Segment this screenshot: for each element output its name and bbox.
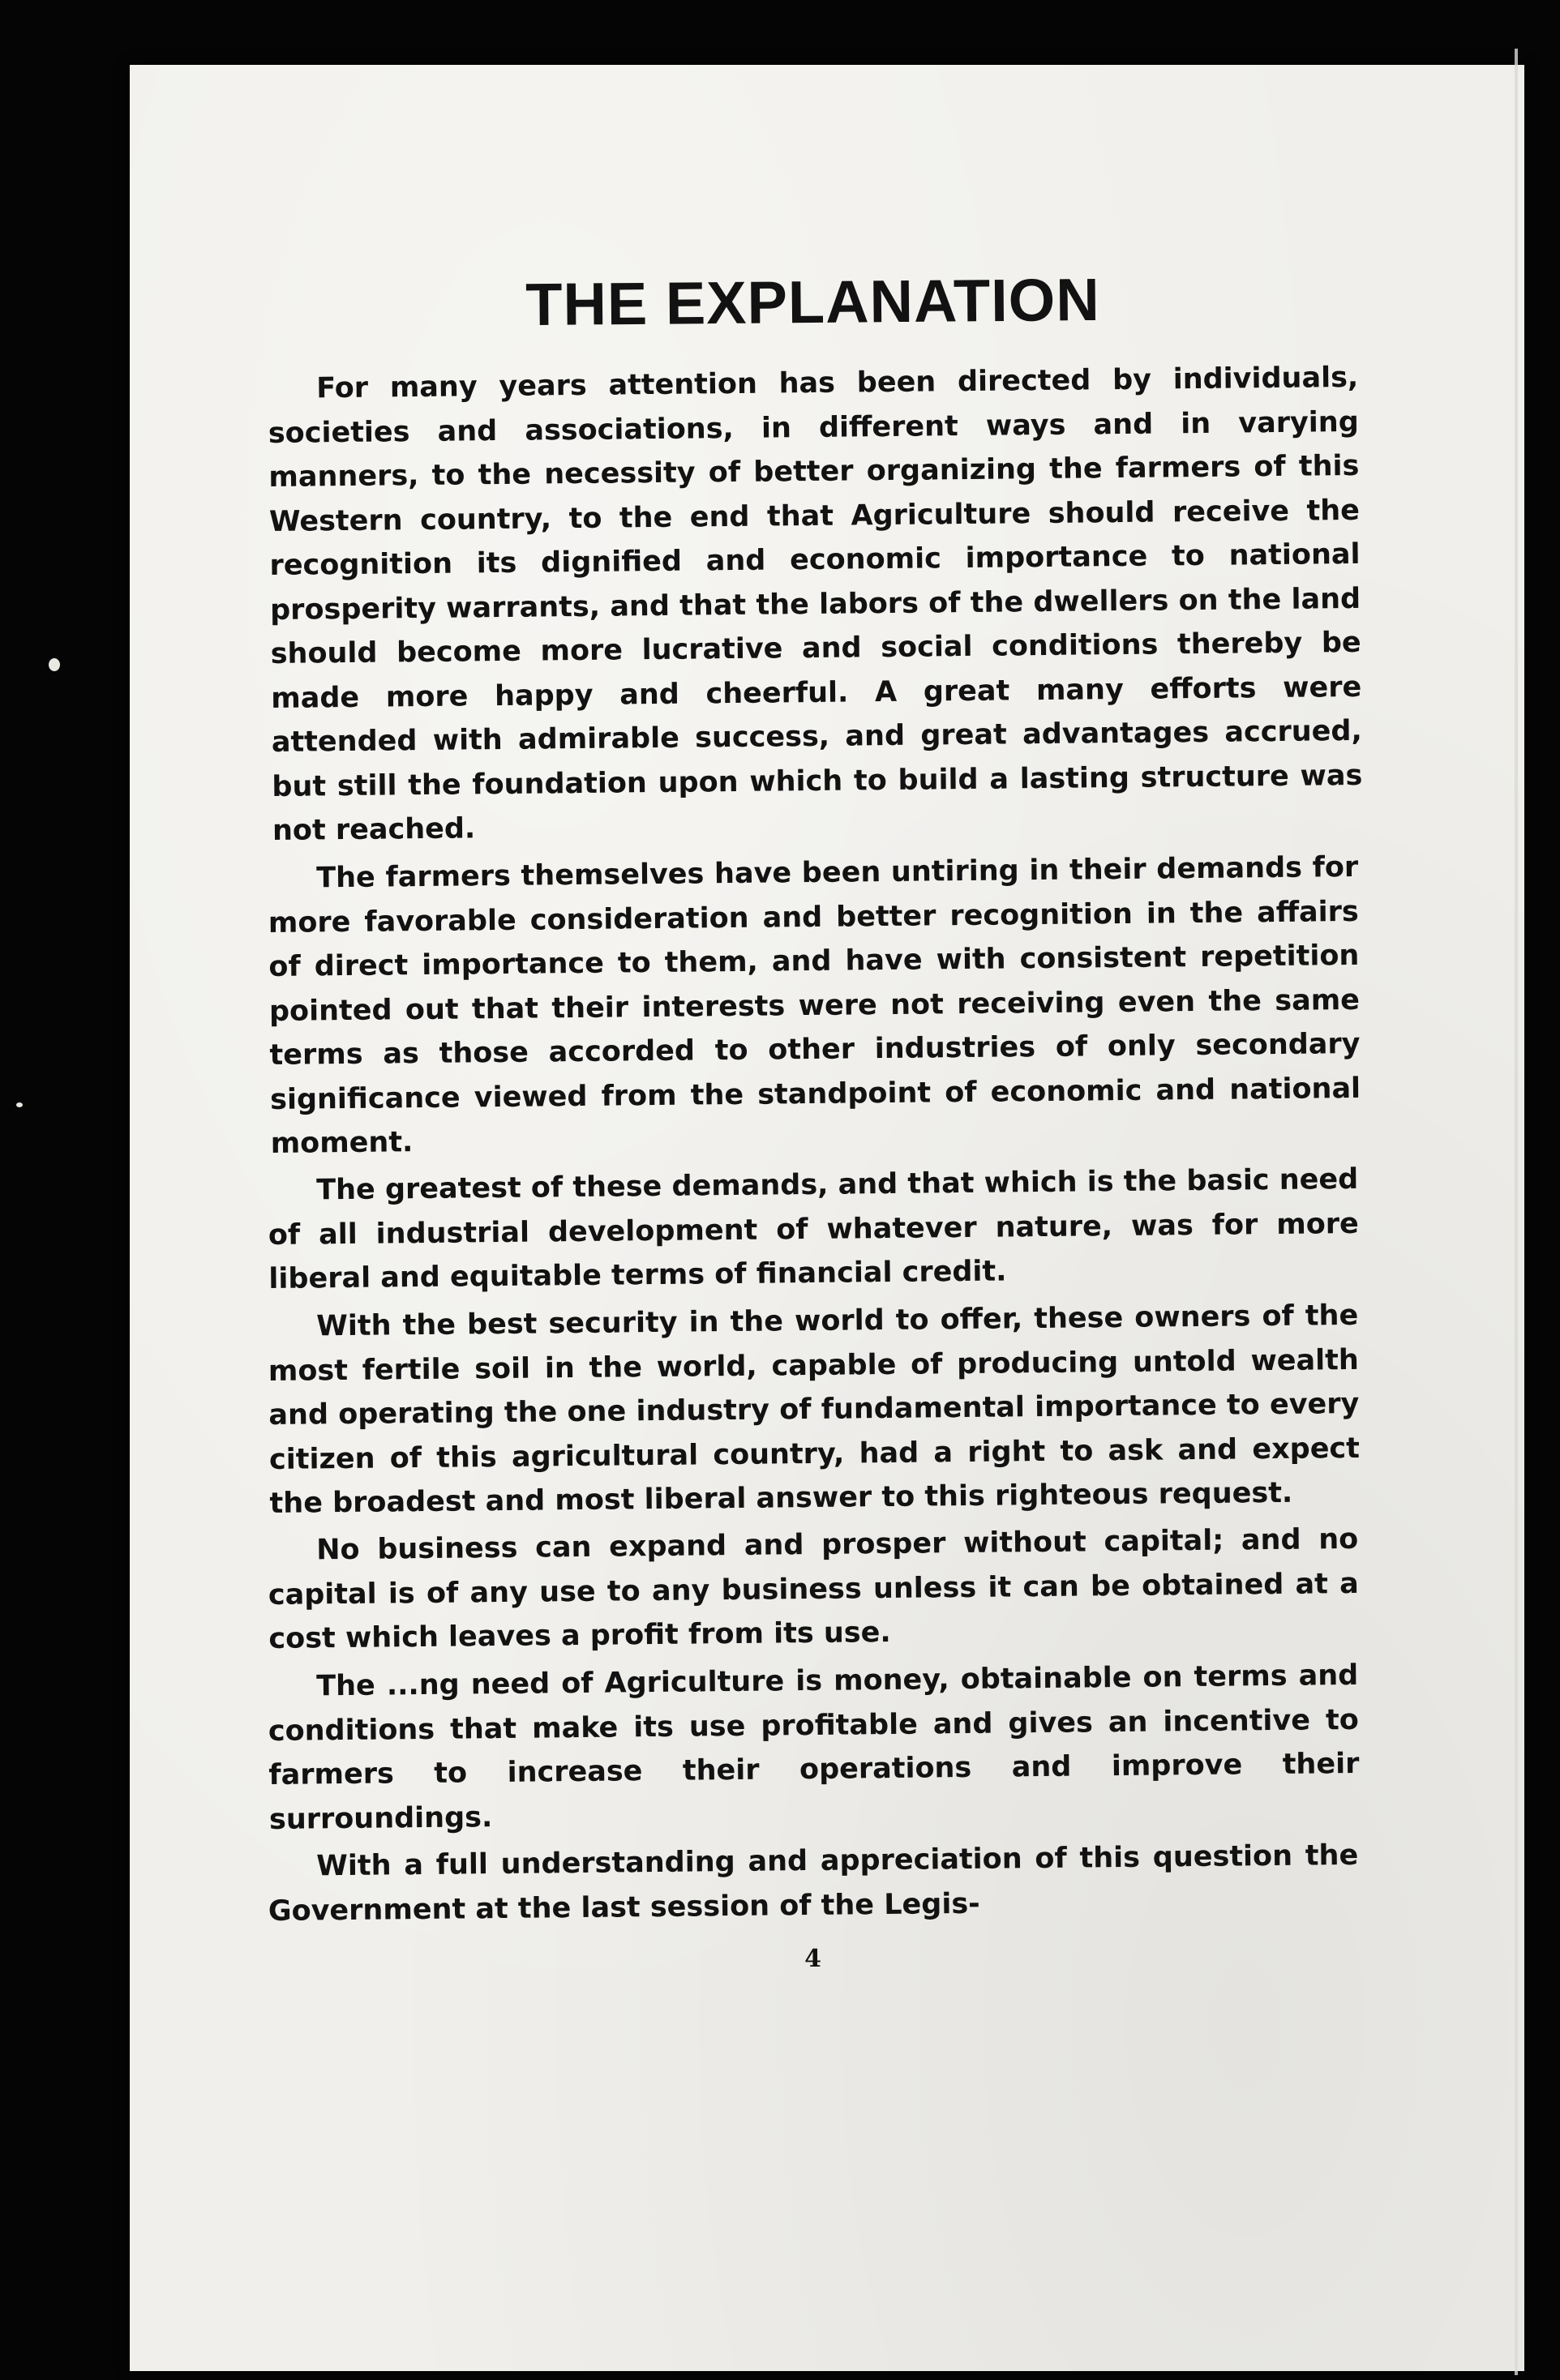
page-title: THE EXPLANATION (525, 265, 1101, 339)
paragraph: With the best security in the world to offer, these owners of the most fertile soil in the world, capable of producing untold wealth and operating the one industry of fundamental importance to every citizen of this agricultural country, had a right to ask and expect the broadest and most liberal answer to this righteous request. (268, 1299, 1361, 1520)
scan-speck (16, 1102, 23, 1107)
paragraph: The farmers themselves have been untiring in their demands for more favorable consideration and better recognition in the affairs of direct importance to them, and have with consistent repetition pointed out that their interests were not receiving even the same terms as those accorded to other industries of only secondary significance viewed from the standpoint of economic and national moment. (268, 850, 1361, 1160)
scan-speck (49, 658, 60, 671)
paragraph: The ...ng need of Agriculture is money, obtainable on terms and conditions that make its use profitable and gives an incentive to farmers to increase their operations and improve their surroundings. (268, 1659, 1360, 1835)
page-fold-edge (1515, 49, 1518, 2375)
page-number: 4 (804, 1944, 821, 1973)
page-content (268, 243, 1363, 1973)
paragraph: The greatest of these demands, and that which is the basic need of all industrial development of whatever nature, was for more liberal and equitable terms of financial credit. (268, 1162, 1359, 1295)
paragraph: For many years attention has been directed by individuals, societies and associations, in different ways and in varying manners, to the necessity of better organizing the farmers of this Western country, to the end that Agriculture should receive the recognition its dignified and economic importance to national prosperity warrants, and that the labors of the dwellers on the land should become more lucrative and social conditions thereby be made more happy and cheerful. A great many efforts were attended with admirable success, and great advantages accrued, but still the foundation upon which to build a lasting structure was not reached. (268, 361, 1363, 847)
paragraph: No business can expand and prosper without capital; and no capital is of any use to any business unless it can be obtained at a cost which leaves a profit from its use. (268, 1522, 1359, 1655)
paragraph: With a full understanding and appreciation of this question the Government at the last session of the Legis- (268, 1839, 1359, 1927)
